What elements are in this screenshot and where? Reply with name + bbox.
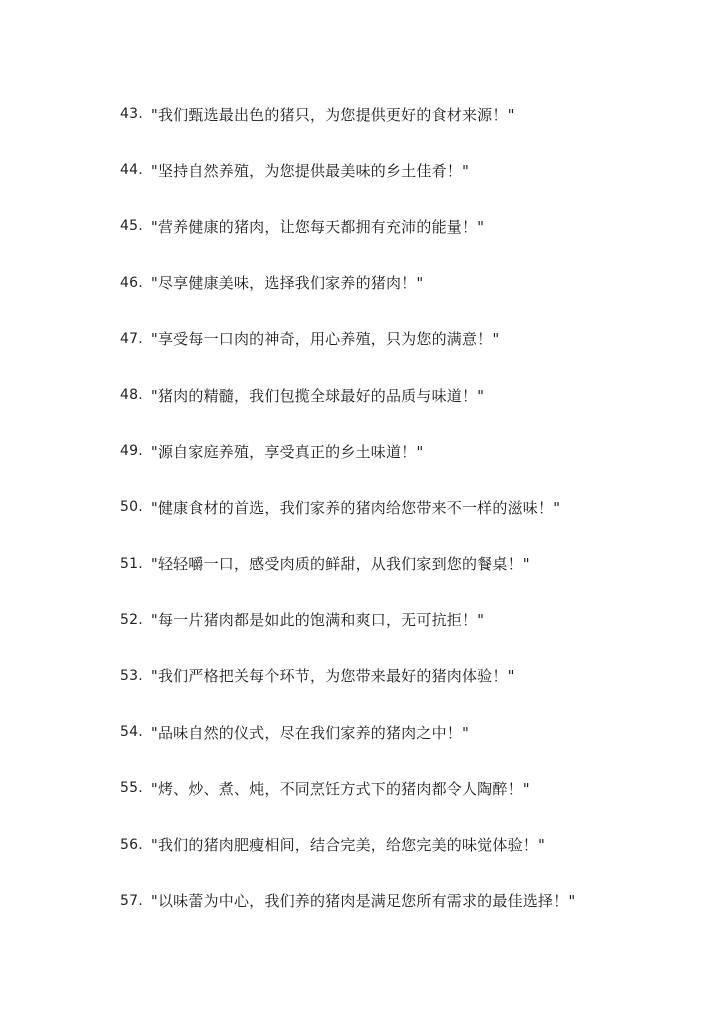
item-number: 53. [120, 667, 143, 684]
item-number: 47. [120, 330, 143, 347]
item-text: "我们甄选最出色的猪只，为您提供更好的食材来源！" [150, 105, 515, 124]
item-number: 43. [120, 106, 143, 123]
list-item [120, 479, 700, 535]
item-number: 55. [120, 780, 143, 797]
item-text: "猪肉的精髓，我们包揽全球最好的品质与味道！" [150, 386, 485, 405]
list-item [120, 536, 700, 592]
list-item [120, 142, 700, 198]
item-text: "营养健康的猪肉，让您每天都拥有充沛的能量！" [150, 217, 485, 236]
item-number: 54. [120, 724, 143, 741]
list-item [120, 423, 700, 479]
list-item [120, 873, 700, 929]
item-text: "我们严格把关每个环节，为您带来最好的猪肉体验！" [150, 667, 515, 686]
item-number: 52. [120, 611, 143, 628]
list-item [120, 367, 700, 423]
list-item [120, 311, 700, 367]
list-item [120, 704, 700, 760]
item-text: "品味自然的仪式，尽在我们家养的猪肉之中！" [150, 723, 470, 742]
list-item [120, 255, 700, 311]
item-text: "享受每一口肉的神奇，用心养殖，只为您的满意！" [150, 330, 500, 349]
list-item [120, 198, 700, 254]
list-item [120, 816, 700, 872]
list-item [120, 592, 700, 648]
item-number: 50. [120, 499, 143, 516]
item-number: 49. [120, 443, 143, 460]
item-text: "每一片猪肉都是如此的饱满和爽口，无可抗拒！" [150, 611, 485, 630]
item-text: "轻轻嚼一口，感受肉质的鲜甜，从我们家到您的餐桌！" [150, 555, 530, 574]
item-text: "我们的猪肉肥瘦相间，结合完美，给您完美的味觉体验！" [150, 836, 546, 855]
item-number: 48. [120, 387, 143, 404]
item-number: 45. [120, 218, 143, 235]
slogan-list [120, 86, 700, 929]
item-text: "坚持自然养殖，为您提供最美味的乡土佳肴！" [150, 161, 470, 180]
item-text: "以味蕾为中心，我们养的猪肉是满足您所有需求的最佳选择！" [150, 892, 576, 911]
list-item [120, 86, 700, 142]
item-number: 51. [120, 555, 143, 572]
item-text: "尽享健康美味，选择我们家养的猪肉！" [150, 274, 424, 293]
item-number: 57. [120, 892, 143, 909]
item-number: 46. [120, 274, 143, 291]
item-text: "源自家庭养殖，享受真正的乡土味道！" [150, 442, 424, 461]
item-number: 56. [120, 836, 143, 853]
item-number: 44. [120, 162, 143, 179]
item-text: "健康食材的首选，我们家养的猪肉给您带来不一样的滋味！" [150, 498, 561, 517]
list-item [120, 760, 700, 816]
list-item [120, 648, 700, 704]
item-text: "烤、炒、煮、炖，不同烹饪方式下的猪肉都令人陶醉！" [150, 779, 530, 798]
